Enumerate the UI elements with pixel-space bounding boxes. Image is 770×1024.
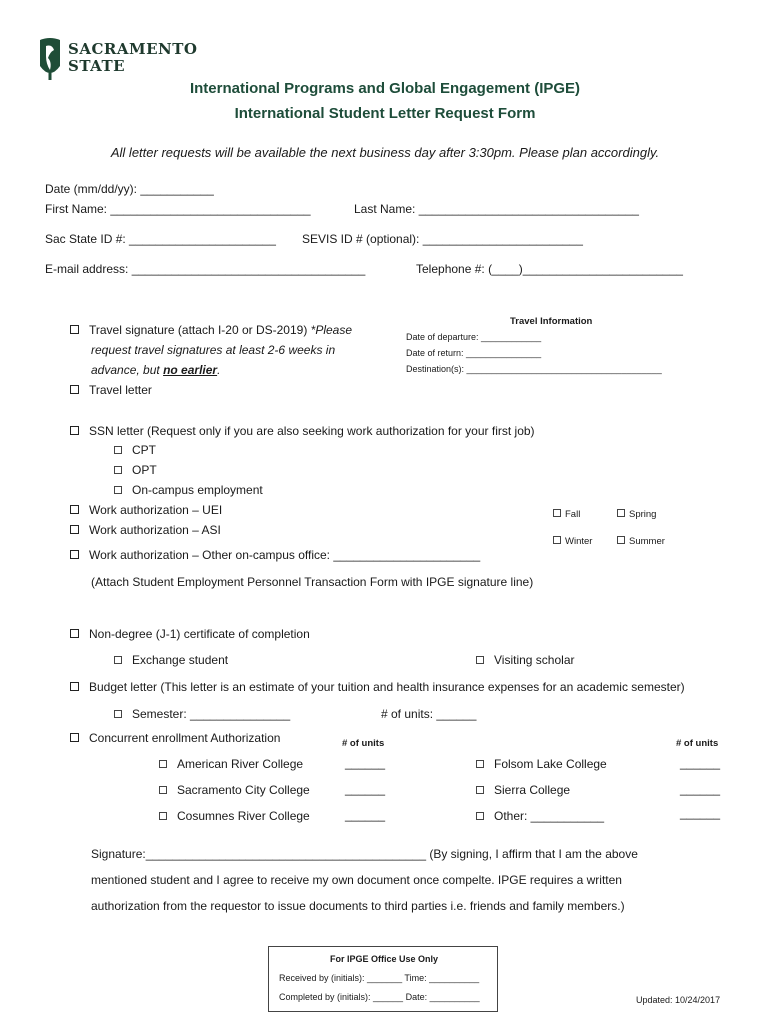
term-winter[interactable] <box>553 536 592 547</box>
note-part-c: . <box>217 363 221 377</box>
cosumnes-river-checkbox[interactable] <box>159 812 167 820</box>
ssn-letter-checkbox[interactable] <box>70 426 79 435</box>
form-title: International Student Letter Request Form <box>234 105 536 122</box>
ssn-option-on-campus[interactable] <box>114 483 263 497</box>
logo-line-2: STATE <box>68 57 126 75</box>
college-cosumnes-river[interactable] <box>159 809 310 823</box>
semester-field[interactable] <box>114 707 290 721</box>
ssn-letter-option[interactable] <box>70 424 535 438</box>
units-line-other[interactable]: ______ <box>680 806 721 820</box>
signature-field[interactable]: Signature:__________________________________________ (By signing, I affirm that I am the above <box>91 847 638 861</box>
other-college-label: Other: ___________ <box>494 809 605 823</box>
exchange-student-label: Exchange student <box>132 653 229 667</box>
travel-signature-note: *Please <box>310 323 353 337</box>
college-american-river[interactable] <box>159 757 303 771</box>
departure-field[interactable]: Date of departure: ____________ <box>406 332 542 342</box>
received-by-field[interactable]: Received by (initials): _______ Time: __________ <box>279 973 480 983</box>
signature-affirm-2: mentioned student and I agree to receive my own document once compelte. IPGE requires a written <box>91 873 622 887</box>
travel-info-title: Travel Information <box>510 316 593 327</box>
opt-label: OPT <box>132 463 157 477</box>
units-line-american-river[interactable]: ______ <box>345 756 386 770</box>
budget-letter-label: Budget letter (This letter is an estimate of your tuition and health insurance expenses for an academic semester) <box>89 680 685 694</box>
travel-signature-note-3 <box>91 363 220 377</box>
first-name-field[interactable]: First Name: ______________________________ <box>45 202 311 216</box>
other-college-checkbox[interactable] <box>476 812 484 820</box>
ssn-option-cpt[interactable] <box>114 443 156 457</box>
updated-date: Updated: 10/24/2017 <box>636 995 721 1005</box>
work-auth-asi-option[interactable] <box>70 523 221 537</box>
note-emphasis: no earlier <box>163 363 218 377</box>
last-name-field[interactable]: Last Name: _________________________________ <box>354 202 639 216</box>
travel-signature-option[interactable] <box>70 323 352 337</box>
travel-signature-note-2: request travel signatures at least 2-6 weeks in <box>91 343 336 357</box>
opt-checkbox[interactable] <box>114 466 122 474</box>
sierra-label: Sierra College <box>494 783 571 797</box>
college-sierra[interactable] <box>476 783 570 797</box>
notice-text: All letter requests will be available the next business day after 3:30pm. Please plan accordingly. <box>110 145 660 160</box>
college-sacramento-city[interactable] <box>159 783 310 797</box>
work-auth-uei-option[interactable] <box>70 503 222 517</box>
work-auth-asi-checkbox[interactable] <box>70 525 79 534</box>
units-header-left: # of units <box>342 738 385 749</box>
semester-label: Semester: _______________ <box>132 707 291 721</box>
work-auth-uei-label: Work authorization – UEI <box>89 503 223 517</box>
non-degree-option[interactable] <box>70 627 310 641</box>
travel-letter-option[interactable] <box>70 383 152 397</box>
date-field[interactable]: Date (mm/dd/yy): ___________ <box>45 182 214 196</box>
office-use-title: For IPGE Office Use Only <box>329 954 439 964</box>
units-line-sacramento-city[interactable]: ______ <box>345 782 386 796</box>
visiting-scholar-label: Visiting scholar <box>494 653 575 667</box>
sacramento-city-label: Sacramento City College <box>177 783 310 797</box>
summer-label: Summer <box>629 536 665 547</box>
sevis-id-field[interactable]: SEVIS ID # (optional): ________________________ <box>302 232 583 246</box>
sacramento-state-logo <box>36 36 196 82</box>
units-header-right: # of units <box>676 738 719 749</box>
folsom-lake-checkbox[interactable] <box>476 760 484 768</box>
budget-letter-option[interactable] <box>70 680 685 694</box>
summer-checkbox[interactable] <box>617 536 625 544</box>
college-other[interactable] <box>476 809 604 823</box>
note-part-a: advance, but <box>91 363 160 377</box>
term-summer[interactable] <box>617 536 665 547</box>
telephone-field[interactable] <box>416 262 683 276</box>
work-auth-other-option[interactable] <box>70 548 480 562</box>
work-auth-other-checkbox[interactable] <box>70 550 79 559</box>
units-line-sierra[interactable]: ______ <box>680 782 721 796</box>
ssn-option-opt[interactable] <box>114 463 157 477</box>
fall-label: Fall <box>565 509 581 520</box>
winter-label: Winter <box>565 536 593 547</box>
return-field[interactable]: Date of return: _______________ <box>406 348 542 358</box>
travel-signature-label: Travel signature (attach I-20 or DS-2019) <box>89 323 308 337</box>
telephone-label: Telephone #: <box>416 262 485 276</box>
concurrent-enrollment-checkbox[interactable] <box>70 733 79 742</box>
budget-units-field[interactable]: # of units: ______ <box>381 707 477 721</box>
visiting-scholar-option[interactable] <box>476 653 574 667</box>
visiting-scholar-checkbox[interactable] <box>476 656 484 664</box>
work-auth-other-label: Work authorization – Other on-campus office: ______________________ <box>89 548 481 562</box>
logo-line-1: SACRAMENTO <box>68 40 198 58</box>
email-field[interactable]: E-mail address: ___________________________________ <box>45 262 366 276</box>
travel-signature-checkbox[interactable] <box>70 325 79 334</box>
sac-state-id-field[interactable]: Sac State ID #: ______________________ <box>45 232 276 246</box>
destination-field[interactable]: Destination(s): _______________________________________ <box>406 364 662 374</box>
sierra-checkbox[interactable] <box>476 786 484 794</box>
travel-letter-label: Travel letter <box>89 383 152 397</box>
fall-checkbox[interactable] <box>553 509 561 517</box>
cpt-checkbox[interactable] <box>114 446 122 454</box>
signature-affirm-3: authorization from the requestor to issue documents to third parties i.e. friends and family members.) <box>91 899 625 913</box>
winter-checkbox[interactable] <box>553 536 561 544</box>
folsom-lake-label: Folsom Lake College <box>494 757 607 771</box>
non-degree-label: Non-degree (J-1) certificate of completion <box>89 627 310 641</box>
american-river-checkbox[interactable] <box>159 760 167 768</box>
cpt-label: CPT <box>132 443 156 457</box>
work-auth-asi-label: Work authorization – ASI <box>89 523 221 537</box>
units-line-folsom-lake[interactable]: ______ <box>680 756 721 770</box>
office-use-box <box>268 946 498 1012</box>
attach-note: (Attach Student Employment Personnel Transaction Form with IPGE signature line) <box>91 575 534 589</box>
ssn-letter-label: SSN letter (Request only if you are also seeking work authorization for your first job) <box>89 424 535 438</box>
term-fall[interactable] <box>553 509 580 520</box>
form-title-org: International Programs and Global Engagement (IPGE) <box>189 80 581 97</box>
on-campus-checkbox[interactable] <box>114 486 122 494</box>
sacramento-city-checkbox[interactable] <box>159 786 167 794</box>
cosumnes-river-label: Cosumnes River College <box>177 809 310 823</box>
term-spring[interactable] <box>617 509 656 520</box>
spring-label: Spring <box>629 509 657 520</box>
travel-letter-checkbox[interactable] <box>70 385 79 394</box>
spring-checkbox[interactable] <box>617 509 625 517</box>
units-line-cosumnes-river[interactable]: ______ <box>345 808 386 822</box>
work-auth-uei-checkbox[interactable] <box>70 505 79 514</box>
concurrent-enrollment-option[interactable] <box>70 731 280 745</box>
on-campus-label: On-campus employment <box>132 483 263 497</box>
exchange-student-checkbox[interactable] <box>114 656 122 664</box>
budget-letter-checkbox[interactable] <box>70 682 79 691</box>
hornet-shield-icon <box>36 36 64 82</box>
concurrent-enrollment-label: Concurrent enrollment Authorization <box>89 731 281 745</box>
non-degree-checkbox[interactable] <box>70 629 79 638</box>
telephone-value: (____)________________________ <box>488 262 683 276</box>
american-river-label: American River College <box>177 757 304 771</box>
exchange-student-option[interactable] <box>114 653 228 667</box>
semester-checkbox[interactable] <box>114 710 122 718</box>
completed-by-field[interactable]: Completed by (initials): ______ Date: __________ <box>279 992 480 1002</box>
college-folsom-lake[interactable] <box>476 757 607 771</box>
